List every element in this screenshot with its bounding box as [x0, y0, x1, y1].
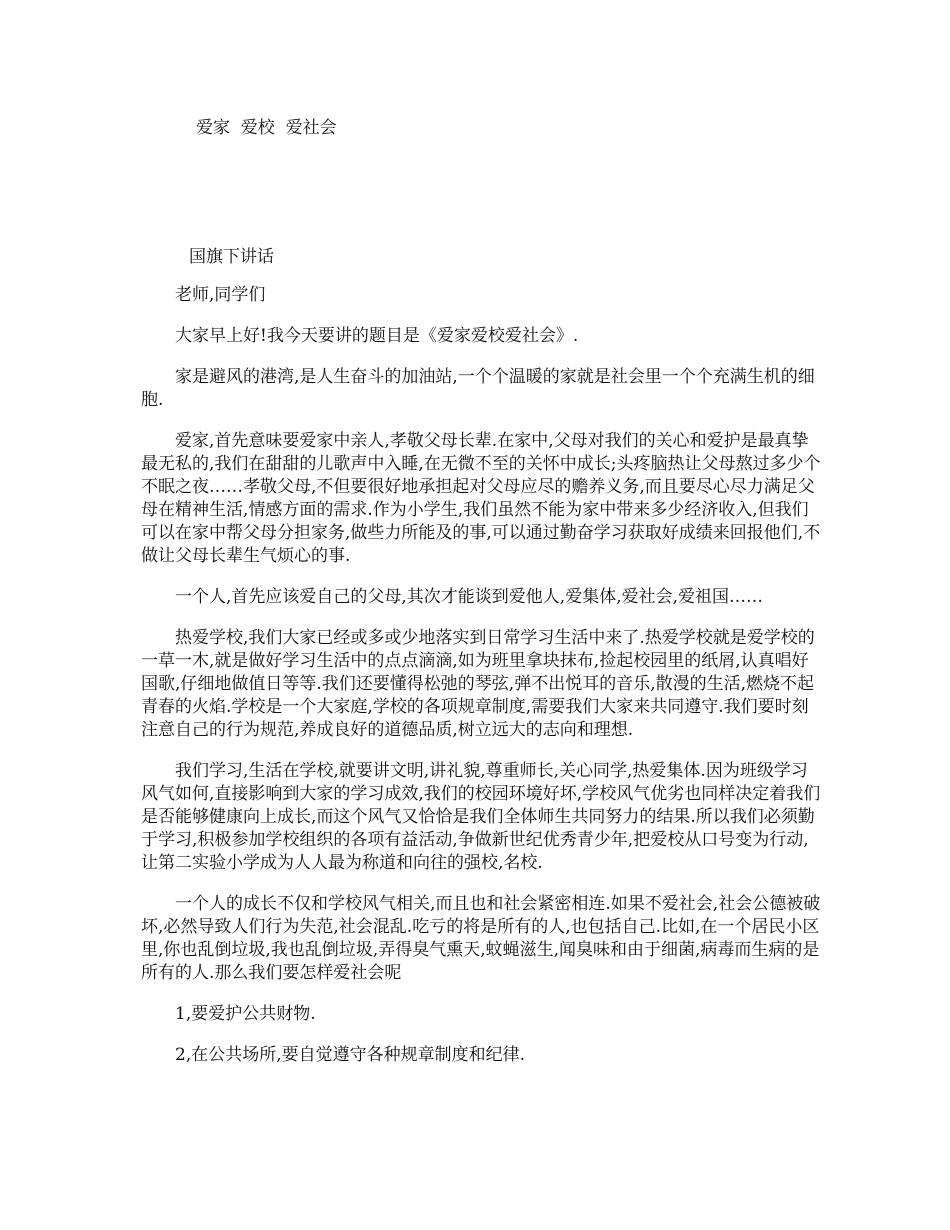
paragraph-love-home: 爱家,首先意味要爱家中亲人,孝敬父母长辈.在家中,父母对我们的关心和爱护是最真挚最无私的,我们在甜甜的儿歌声中入睡,在无微不至的关怀中成长;头疼脑热让父母熬过多少个不眠之夜……孝敬父母,不但要很好地承担起对父母应尽的赡养义务,而且要尽心尽力满足父母在精神生活,情感方面的需求.作为小学生,我们虽然不能为家中带来多少经济收入,但我们可以在家中帮父母分担家务,做些力所能及的事,可以通过勤奋学习获取好成绩来回报他们,不做让父母长辈生气烦心的事. — [141, 431, 821, 566]
list-item-2: 2,在公共场所,要自觉遵守各种规章制度和纪律. — [175, 1045, 526, 1065]
paragraph-love-school: 热爱学校,我们大家已经或多或少地落实到日常学习生活中来了.热爱学校就是爱学校的一草一木,就是做好学习生活中的点点滴滴,如为班里拿块抹布,捡起校园里的纸屑,认真唱好国歌,仔细地做值日等等.我们还要懂得松弛的琴弦,弹不出悦耳的音乐,散漫的生活,燃烧不起青春的火焰.学校是一个大家庭,学校的各项规章制度,需要我们大家来共同遵守.我们要时刻注意自己的行为规范,养成良好的道德品质,树立远大的志向和理想. — [141, 628, 815, 740]
speech-heading: 国旗下讲话 — [189, 247, 274, 267]
document-title: 爱家 爱校 爱社会 — [196, 118, 337, 138]
speech-body — [141, 284, 821, 1085]
list-item-1: 1,要爱护公共财物. — [175, 1004, 316, 1024]
paragraph-home: 家是避风的港湾,是人生奋斗的加油站,一个个温暖的家就是社会里一个个充满生机的细胞. — [141, 367, 815, 410]
paragraph-greeting: 老师,同学们 — [175, 285, 266, 305]
paragraph-school-life: 我们学习,生活在学校,就要讲文明,讲礼貌,尊重师长,关心同学,热爱集体.因为班级学习风气如何,直接影响到大家的学习成效,我们的校园环境好坏,学校风气优劣也同样决定着我们是否能够健康向上成长,而这个风气又恰恰是我们全体师生共同努力的结果.所以我们必须勤于学习,积极参加学校组织的各项有益活动,争做新世纪优秀青少年,把爱校从口号变为行动,让第二实验小学成为人人最为称道和向往的强校,名校. — [141, 761, 821, 873]
paragraph-love-society: 一个人的成长不仅和学校风气相关,而且也和社会紧密相连.如果不爱社会,社会公德被破坏,必然导致人们行为失范,社会混乱.吃亏的将是所有的人,也包括自己.比如,在一个居民小区里,你也乱倒垃圾,我也乱倒垃圾,弄得臭气熏天,蚊蝇滋生,闻臭味和由于细菌,病毒而生病的是所有的人.那么我们要怎样爱社会呢 — [141, 894, 821, 983]
paragraph-intro: 大家早上好!我今天要讲的题目是《爱家爱校爱社会》. — [175, 326, 579, 346]
paragraph-love-parents: 一个人,首先应该爱自己的父母,其次才能谈到爱他人,爱集体,爱社会,爱祖国…… — [175, 587, 764, 607]
